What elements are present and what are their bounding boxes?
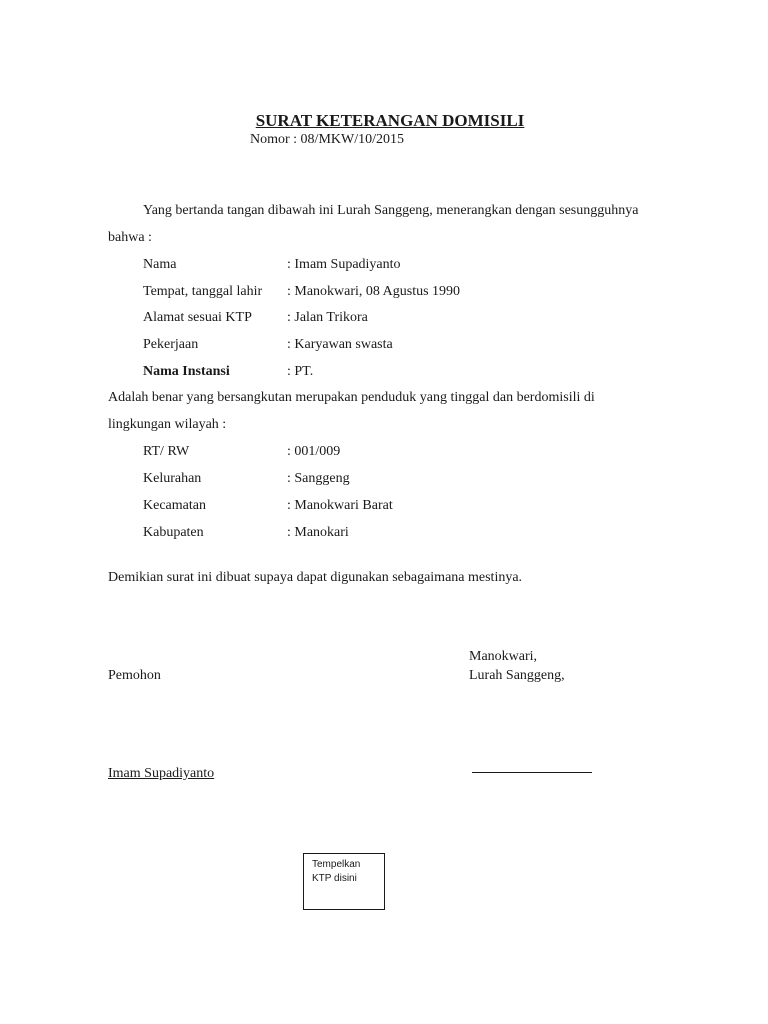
statement-text-line2: lingkungan wilayah :	[108, 417, 227, 432]
field-label-instansi: Nama Instansi	[143, 364, 230, 379]
field-value-pekerjaan: : Karyawan swasta	[287, 337, 393, 352]
field-value-ttl: : Manokwari, 08 Agustus 1990	[287, 284, 461, 299]
field-value-alamat: : Jalan Trikora	[287, 310, 368, 325]
letter-title: SURAT KETERANGAN DOMISILI	[255, 111, 525, 130]
field-label-kelurahan: Kelurahan	[143, 471, 202, 486]
field-value-kelurahan: : Sanggeng	[287, 471, 350, 486]
field-label-alamat: Alamat sesuai KTP	[143, 310, 252, 325]
intro-text-line1: Yang bertanda tangan dibawah ini Lurah Sanggeng, menerangkan dengan sesungguhnya	[143, 203, 639, 218]
official-title: Lurah Sanggeng,	[469, 668, 565, 683]
closing-text: Demikian surat ini dibuat supaya dapat digunakan sebagaimana mestinya.	[108, 570, 523, 585]
field-value-kecamatan: : Manokwari Barat	[287, 498, 393, 513]
field-value-kabupaten: : Manokari	[287, 525, 349, 540]
official-signature-line	[472, 772, 592, 773]
field-label-kecamatan: Kecamatan	[143, 498, 206, 513]
field-label-kabupaten: Kabupaten	[143, 525, 204, 540]
ktp-photo-box	[303, 853, 385, 910]
statement-text-line1: Adalah benar yang bersangkutan merupakan penduduk yang tinggal dan berdomisili di	[108, 390, 595, 405]
field-label-ttl: Tempat, tanggal lahir	[143, 284, 263, 299]
ktp-box-label: Tempelkan KTP disini	[312, 859, 361, 884]
field-label-rtrw: RT/ RW	[143, 444, 190, 459]
field-value-nama: : Imam Supadiyanto	[287, 257, 401, 272]
field-value-rtrw: : 001/009	[287, 444, 341, 459]
applicant-title: Pemohon	[108, 668, 161, 683]
field-value-instansi: : PT.	[287, 364, 314, 379]
signing-place: Manokwari,	[469, 649, 538, 664]
field-label-pekerjaan: Pekerjaan	[143, 337, 199, 352]
field-label-nama: Nama	[143, 257, 177, 272]
intro-text-line2: bahwa :	[108, 230, 152, 245]
applicant-name: Imam Supadiyanto	[108, 766, 215, 781]
letter-number: Nomor : 08/MKW/10/2015	[250, 132, 404, 147]
